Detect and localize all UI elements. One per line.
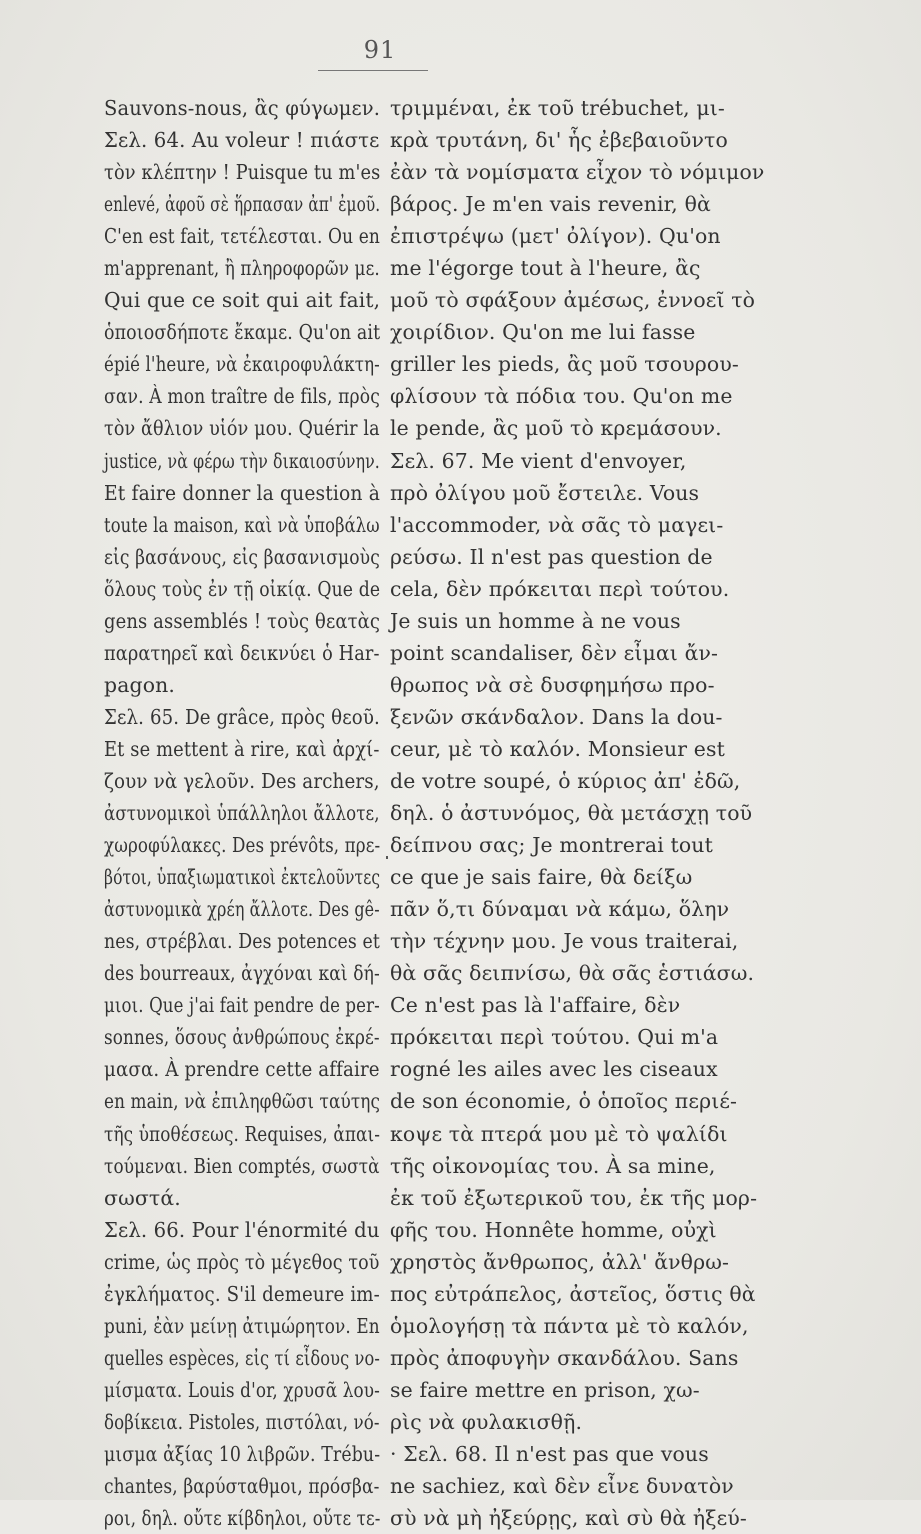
text-line: μιοι. Que j'ai fait pendre de per- <box>104 993 380 1018</box>
stray-ink-mark <box>386 856 388 859</box>
text-line: παρατηρεῖ καὶ δεικνύει ὁ Har- <box>104 640 380 665</box>
text-line: point scandaliser, δὲν εἶμαι ἄν- <box>390 640 719 665</box>
text-line: Σελ. 66. Pour l'énormité du <box>104 1217 380 1242</box>
text-line: m'apprenant, ἢ πληροφορῶν με. <box>104 256 380 281</box>
text-line: se faire mettre en prison, χω- <box>390 1377 700 1402</box>
text-line: C'en est fait, τετέλεσται. Ou en <box>104 224 380 249</box>
text-line: θὰ σᾶς δειπνίσω, θὰ σᾶς ἑστιάσω. <box>390 961 755 986</box>
text-line: pagon. <box>104 672 176 697</box>
text-line: gens assemblés ! τοὺς θεατὰς <box>104 608 381 633</box>
text-line: πος εὐτράπελος, ἀστεῖος, ὅστις θὰ <box>390 1281 756 1306</box>
text-line: χοιρίδιον. Qu'on me lui fasse <box>390 320 696 345</box>
text-line: toute la maison, καὶ νὰ ὑποβάλω <box>104 512 380 537</box>
text-line: μίσματα. Louis d'or, χρυσᾶ λου- <box>104 1377 380 1402</box>
text-line: Σελ. 65. De grâce, πρὸς θεοῦ. <box>104 704 380 729</box>
text-line: Et se mettent à rire, καὶ ἀρχί- <box>104 736 380 761</box>
text-line: τὸν κλέπτην ! Puisque tu m'es <box>104 160 381 185</box>
text-line: me l'égorge tout à l'heure, ἂς <box>390 256 701 281</box>
text-line: Σελ. 67. Me vient d'envoyer, <box>390 448 687 473</box>
text-line: · Σελ. 68. Il n'est pas que vous <box>390 1441 709 1466</box>
text-line: ἐπιστρέψω (μετ' ὀλίγον). Qu'on <box>390 224 721 249</box>
text-line: ἀστυνομικὰ χρέη ἄλλοτε. Des gê- <box>104 897 380 922</box>
text-line: σαν. À mon traître de fils, πρὸς <box>104 384 380 409</box>
text-line: μισμα ἀξίας 10 λιβρῶν. Trébu- <box>104 1441 381 1466</box>
text-line: ὁποιοσδήποτε ἔκαμε. Qu'on ait <box>104 320 381 345</box>
text-line: δοβίκεια. Pistoles, πιστόλαι, νό- <box>104 1409 380 1434</box>
text-line: des bourreaux, ἀγχόναι καὶ δή- <box>104 961 380 986</box>
text-line: φλίσουν τὰ πόδια του. Qu'on me <box>390 384 733 409</box>
text-line: φῆς του. Honnête homme, οὐχὶ <box>390 1217 717 1242</box>
text-line: le pende, ἂς μοῦ τὸ κρεμάσουν. <box>390 416 722 441</box>
text-line: εἰς βασάνους, εἰς βασανισμοὺς <box>104 544 380 569</box>
text-line: Sauvons-nous, ἂς φύγωμεν. <box>104 96 381 120</box>
text-line: de votre soupé, ὁ κύριος ἀπ' ἐδῶ, <box>390 768 741 793</box>
text-line: justice, νὰ φέρω τὴν δικαιοσύνην. <box>104 448 380 473</box>
text-line: ceur, μὲ τὸ καλόν. Monsieur est <box>390 736 725 761</box>
text-line: θρωπος νὰ σὲ δυσφημήσω προ- <box>390 672 715 697</box>
text-line: ἐκ τοῦ ἐξωτερικοῦ του, ἐκ τῆς μορ- <box>390 1185 758 1210</box>
text-line: enlevé, ἀφοῦ σὲ ἥρπασαν ἀπ' ἐμοῦ. <box>104 192 381 217</box>
text-line: puni, ἐὰν μείνῃ ἀτιμώρητον. En <box>104 1313 380 1338</box>
text-line: ζουν νὰ γελοῦν. Des archers, <box>104 768 380 793</box>
text-line: épié l'heure, νὰ ἐκαιροφυλάκτη- <box>104 352 380 377</box>
text-line: cela, δὲν πρόκειται περὶ τούτου. <box>390 576 730 601</box>
text-line: πρὸς ἀποφυγὴν σκανδάλου. Sans <box>390 1345 739 1370</box>
text-line: σὺ νὰ μὴ ἠξεύρῃς, καὶ σὺ θὰ ἠξεύ- <box>390 1506 747 1531</box>
left-column <box>104 92 380 1534</box>
text-line: τῆς οἰκονομίας του. À sa mine, <box>390 1153 716 1178</box>
text-line: rogné les ailes avec les ciseaux <box>390 1057 718 1082</box>
text-line: Σελ. 64. Au voleur ! πιάστε <box>104 128 380 153</box>
text-line: πρόκειται περὶ τούτου. Qui m'a <box>390 1025 719 1050</box>
right-column <box>390 92 782 1534</box>
text-line: πρὸ ὀλίγου μοῦ ἔστειλε. Vous <box>390 480 700 505</box>
text-line: ἐὰν τὰ νομίσματα εἶχον τὸ νόμιμον <box>390 160 765 185</box>
text-line: Qui que ce soit qui ait fait, <box>104 288 381 313</box>
text-line: τὴν τέχνην μου. Je vous traiterai, <box>390 929 739 954</box>
text-line: Je suis un homme à ne vous <box>390 608 681 633</box>
text-line: μασα. À prendre cette affaire <box>104 1057 380 1082</box>
text-line: χρηστὸς ἄνθρωπος, ἀλλ' ἄνθρω- <box>390 1249 730 1274</box>
text-line: σωστά. <box>104 1185 181 1210</box>
text-line: τούμεναι. Bien comptés, σωστὰ <box>104 1153 380 1178</box>
text-line: ἀστυνομικοὶ ὑπάλληλοι ἄλλοτε, <box>104 801 380 826</box>
text-line: ὅλους τοὺς ἐν τῇ οἰκίᾳ. Que de <box>104 576 381 601</box>
text-line: Et faire donner la question à <box>104 480 380 505</box>
text-line: ρεύσω. Il n'est pas question de <box>390 544 713 569</box>
text-line: ce que je sais faire, θὰ δείξω <box>390 865 693 890</box>
text-line: τριμμέναι, ἐκ τοῦ trébuchet, μι- <box>390 96 725 120</box>
text-line: βότοι, ὑπαξιωματικοὶ ἐκτελοῦντες <box>104 865 381 890</box>
text-line: Ce n'est pas là l'affaire, δὲν <box>390 993 681 1018</box>
text-line: βάρος. Je m'en vais revenir, θὰ <box>390 192 711 217</box>
text-line: sonnes, ὅσους ἀνθρώπους ἐκρέ- <box>104 1025 380 1050</box>
text-line: l'accommoder, νὰ σᾶς τὸ μαγει- <box>390 512 724 537</box>
text-line: τῆς ὑποθέσεως. Requises, ἀπαι- <box>104 1121 381 1146</box>
text-line: de son économie, ὁ ὁποῖος περιέ- <box>390 1089 738 1114</box>
text-line: δηλ. ὁ ἀστυνόμος, θὰ μετάσχῃ τοῦ <box>390 801 753 826</box>
text-line: chantes, βαρύσταθμοι, πρόσβα- <box>104 1474 380 1499</box>
text-line: ροι, δηλ. οὔτε κίβδηλοι, οὔτε τε- <box>104 1506 381 1531</box>
text-line: ρὶς νὰ φυλακισθῇ. <box>390 1409 583 1434</box>
text-line: ἐγκλήματος. S'il demeure im- <box>104 1281 380 1306</box>
text-line: ne sachiez, καὶ δὲν εἶνε δυνατὸν <box>390 1474 734 1499</box>
text-line: πᾶν ὅ,τι δύναμαι νὰ κάμω, ὅλην <box>390 897 730 922</box>
text-line: quelles espèces, εἰς τί εἶδους νο- <box>104 1345 381 1370</box>
text-line: χωροφύλακες. Des prévôts, πρε- <box>104 833 381 858</box>
page-number: 91 <box>363 36 397 64</box>
header-rule <box>318 70 428 71</box>
text-line: griller les pieds, ἂς μοῦ τσουρου- <box>390 352 739 377</box>
text-line: κρὰ τρυτάνη, δι' ἧς ἐβεβαιοῦντο <box>390 128 728 153</box>
text-line: nes, στρέβλαι. Des potences et <box>104 929 381 954</box>
text-line: τὸν ἄθλιον υἱόν μου. Quérir la <box>104 416 380 441</box>
text-line: μοῦ τὸ σφάξουν ἀμέσως, ἐννοεῖ τὸ <box>390 288 756 313</box>
text-line: ὁμολογήσῃ τὰ πάντα μὲ τὸ καλόν, <box>390 1313 749 1338</box>
text-line: ξενῶν σκάνδαλον. Dans la dou- <box>390 704 723 729</box>
text-line: δείπνου σας; Je montrerai tout <box>390 833 713 858</box>
text-line: crime, ὡς πρὸς τὸ μέγεθος τοῦ <box>104 1249 380 1274</box>
text-line: en main, νὰ ἐπιληφθῶσι ταύτης <box>104 1089 381 1114</box>
text-line: κοψε τὰ πτερά μου μὲ τὸ ψαλίδι <box>390 1121 728 1146</box>
